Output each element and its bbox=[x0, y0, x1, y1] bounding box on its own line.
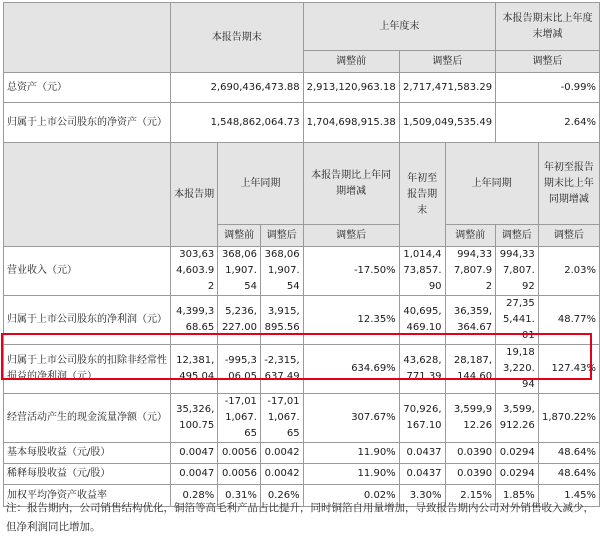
cell-ytd-change: 48.64% bbox=[538, 464, 599, 485]
cell-current: 4,399,368.65 bbox=[171, 296, 218, 345]
header-after-adjust: 调整后 bbox=[399, 51, 495, 73]
row-label: 总资产（元） bbox=[4, 73, 171, 103]
cell-ly2-before: 994,337,807.92 bbox=[445, 247, 496, 296]
table-row bbox=[4, 73, 600, 103]
row-label: 稀释每股收益（元/股） bbox=[4, 464, 171, 485]
cell-ly2-after: 0.0294 bbox=[496, 443, 539, 464]
table-row bbox=[4, 464, 600, 485]
cell-change: 11.90% bbox=[303, 443, 399, 464]
cell-ly2-after: 19,183,220.94 bbox=[496, 345, 539, 394]
header-same-period-last-year: 上年同期 bbox=[218, 143, 303, 225]
cell-after: 2,717,471,583.29 bbox=[399, 73, 495, 103]
cell-ly-before: -995,306.05 bbox=[218, 345, 261, 394]
header-ytd-change: 年初至报告期末比上年同期增减 bbox=[538, 143, 599, 225]
cell-current: 0.0047 bbox=[171, 464, 218, 485]
cell-ly2-before: 3,599,912.26 bbox=[445, 394, 496, 443]
header-ytd-to-period-end: 年初至报告期末 bbox=[399, 143, 445, 247]
cell-ly2-after: 1.85% bbox=[496, 485, 539, 507]
cell-current: 1,548,862,064.73 bbox=[171, 103, 304, 143]
footnote: 注：报告期内，公司销售结构优化，铜箔等高毛利产品占比提升，同时铜箔自用量增加，导致报告期内公司对外销售收入减少，但净利润同比增加。 bbox=[6, 502, 594, 533]
row-label: 基本每股收益（元/股） bbox=[4, 443, 171, 464]
cell-change: 12.35% bbox=[303, 296, 399, 345]
cell-ly-before: 5,236,227.00 bbox=[218, 296, 261, 345]
cell-ly-before: 0.31% bbox=[218, 485, 261, 507]
cell-ly-after: 0.0042 bbox=[260, 464, 303, 485]
table-row bbox=[4, 103, 600, 143]
table-row-highlighted bbox=[4, 345, 600, 394]
cell-ytd: 0.0437 bbox=[399, 464, 445, 485]
cell-ytd-change: 2.03% bbox=[538, 247, 599, 296]
header-current-period-end: 本报告期末 bbox=[171, 3, 304, 73]
cell-change: -17.50% bbox=[303, 247, 399, 296]
cell-ly2-before: 28,187,144.60 bbox=[445, 345, 496, 394]
header-change-vs-last-year-end: 本报告期末比上年度末增减 bbox=[496, 3, 600, 51]
cell-current: 0.0047 bbox=[171, 443, 218, 464]
row-label: 营业收入（元） bbox=[4, 247, 171, 296]
cell-ly2-before: 36,359,364.67 bbox=[445, 296, 496, 345]
row-label: 归属于上市公司股东的净利润（元） bbox=[4, 296, 171, 345]
cell-change: -0.99% bbox=[496, 73, 600, 103]
header-current-period: 本报告期 bbox=[171, 143, 218, 247]
cell-ly-before: -17,011,067.65 bbox=[218, 394, 261, 443]
cell-ly2-after: 3,599,912.26 bbox=[496, 394, 539, 443]
cell-change: 307.67% bbox=[303, 394, 399, 443]
cell-ytd-change: 127.43% bbox=[538, 345, 599, 394]
cell-ly2-after: 0.0294 bbox=[496, 464, 539, 485]
cell-ly2-before: 2.15% bbox=[445, 485, 496, 507]
cell-ly-before: 368,061,907.54 bbox=[218, 247, 261, 296]
cell-ytd: 3.30% bbox=[399, 485, 445, 507]
header-blank-1 bbox=[4, 3, 171, 73]
cell-ly-before: 0.0056 bbox=[218, 443, 261, 464]
cell-current: 2,690,436,473.88 bbox=[171, 73, 304, 103]
cell-change: 634.69% bbox=[303, 345, 399, 394]
cell-change: 2.64% bbox=[496, 103, 600, 143]
header-after-adjust: 调整后 bbox=[260, 225, 303, 247]
cell-ytd: 70,926,167.10 bbox=[399, 394, 445, 443]
cell-ytd-change: 48.77% bbox=[538, 296, 599, 345]
header-last-year-end: 上年度末 bbox=[303, 3, 495, 51]
header-same-period-last-year-2: 上年同期 bbox=[445, 143, 538, 225]
cell-ly2-before: 0.0390 bbox=[445, 443, 496, 464]
cell-ytd-change: 48.64% bbox=[538, 443, 599, 464]
cell-ly-before: 0.0056 bbox=[218, 464, 261, 485]
header-before-adjust-2: 调整前 bbox=[445, 225, 496, 247]
cell-ly-after: 368,061,907.54 bbox=[260, 247, 303, 296]
cell-ly2-after: 27,355,441.01 bbox=[496, 296, 539, 345]
cell-change: 11.90% bbox=[303, 464, 399, 485]
cell-after: 1,509,049,535.49 bbox=[399, 103, 495, 143]
cell-current: 12,381,495.04 bbox=[171, 345, 218, 394]
cell-ly-after: 0.26% bbox=[260, 485, 303, 507]
cell-ly-after: -2,315,637.49 bbox=[260, 345, 303, 394]
cell-ytd: 1,014,473,857.90 bbox=[399, 247, 445, 296]
table-row bbox=[4, 296, 600, 345]
header-before-adjust: 调整前 bbox=[218, 225, 261, 247]
cell-current: 0.28% bbox=[171, 485, 218, 507]
cell-current: 35,326,100.75 bbox=[171, 394, 218, 443]
cell-ytd: 40,695,469.10 bbox=[399, 296, 445, 345]
table-row bbox=[4, 443, 600, 464]
cell-ly2-after: 994,337,807.92 bbox=[496, 247, 539, 296]
table-row bbox=[4, 247, 600, 296]
cell-ytd: 43,628,771.39 bbox=[399, 345, 445, 394]
financial-table bbox=[3, 2, 600, 507]
cell-before: 1,704,698,915.38 bbox=[303, 103, 399, 143]
cell-ly2-before: 0.0390 bbox=[445, 464, 496, 485]
cell-ly-after: -17,011,067.65 bbox=[260, 394, 303, 443]
cell-before: 2,913,120,963.18 bbox=[303, 73, 399, 103]
header-after-adjust-4: 调整后 bbox=[538, 225, 599, 247]
header-change-vs-same-period: 本报告期比上年同期增减 bbox=[303, 143, 399, 225]
row-label: 加权平均净资产收益率 bbox=[4, 485, 171, 507]
header-after-adjust-2: 调整后 bbox=[303, 225, 399, 247]
cell-change: 0.02% bbox=[303, 485, 399, 507]
row-label: 经营活动产生的现金流量净额（元） bbox=[4, 394, 171, 443]
cell-ytd-change: 1.45% bbox=[538, 485, 599, 507]
header-after-adjust-3: 调整后 bbox=[496, 225, 539, 247]
table-row bbox=[4, 394, 600, 443]
cell-ytd-change: 1,870.22% bbox=[538, 394, 599, 443]
cell-ly-after: 0.0042 bbox=[260, 443, 303, 464]
cell-ly-after: 3,915,895.56 bbox=[260, 296, 303, 345]
cell-ytd: 0.0437 bbox=[399, 443, 445, 464]
header-after-adjust-2: 调整后 bbox=[496, 51, 600, 73]
cell-current: 303,634,603.92 bbox=[171, 247, 218, 296]
row-label: 归属于上市公司股东的净资产（元） bbox=[4, 103, 171, 143]
header-blank-2 bbox=[4, 143, 171, 247]
row-label: 归属于上市公司股东的扣除非经常性损益的净利润（元） bbox=[4, 345, 171, 394]
header-before-adjust: 调整前 bbox=[303, 51, 399, 73]
